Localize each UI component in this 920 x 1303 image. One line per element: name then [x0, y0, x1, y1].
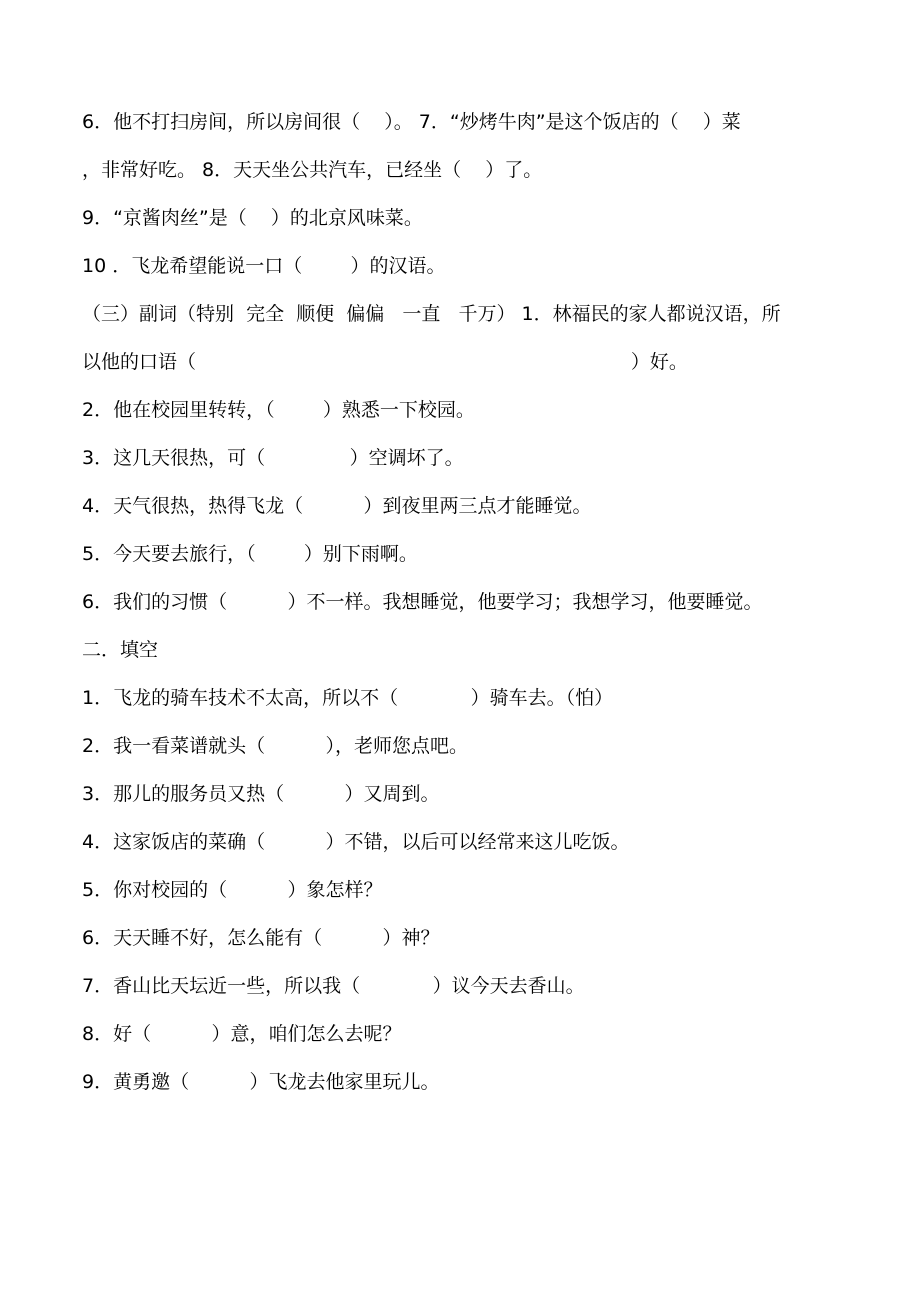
text-line: 6．他不打扫房间，所以房间很（ ）。 7．“炒烤牛肉”是这个饭店的（ ）菜 — [82, 111, 741, 133]
text-line: 6．天天睡不好，怎么能有（ ）神？ — [82, 927, 440, 949]
text-line: 9．“京酱肉丝”是（ ）的北京风味菜。 — [82, 207, 423, 229]
text-line: 3．那儿的服务员又热（ ）又周到。 — [82, 783, 440, 805]
text-line: 5．今天要去旅行，（ ）别下雨啊。 — [82, 543, 418, 565]
text-line: 7．香山比天坛近一些，所以我（ ）议今天去香山。 — [82, 975, 585, 997]
text-line: 6．我们的习惯（ ）不一样。我想睡觉，他要学习；我想学习，他要睡觉。 — [82, 591, 763, 613]
text-line: 5．你对校园的（ ）象怎样？ — [82, 879, 383, 901]
text-line: 3．这几天很热，可（ ）空调坏了。 — [82, 447, 464, 469]
text-line: 8．好（ ）意，咱们怎么去呢？ — [82, 1023, 402, 1045]
text-line: 以他的口语（ ）好。 — [82, 351, 688, 373]
text-line: 10 ．飞龙希望能说一口（ ）的汉语。 — [82, 255, 446, 277]
text-line: 2．我一看菜谱就头（ ），老师您点吧。 — [82, 735, 468, 757]
section-heading-fill-blank: 二．填空 — [82, 639, 159, 661]
text-line: ，非常好吃。 8．天天坐公共汽车，已经坐（ ）了。 — [82, 159, 543, 181]
text-line: 4．这家饭店的菜确（ ）不错，以后可以经常来这儿吃饭。 — [82, 831, 630, 853]
text-line: 4．天气很热，热得飞龙（ ）到夜里两三点才能睡觉。 — [82, 495, 592, 517]
text-line: 1．飞龙的骑车技术不太高，所以不（ ）骑车去。（怕） — [82, 687, 614, 709]
section-heading-adverbs: （三）副词（特别 完全 顺便 偏偏 一直 千万） 1．林福民的家人都说汉语，所 — [82, 303, 781, 325]
text-line: 2．他在校园里转转，（ ）熟悉一下校园。 — [82, 399, 475, 421]
text-line: 9．黄勇邀（ ）飞龙去他家里玩儿。 — [82, 1071, 440, 1093]
